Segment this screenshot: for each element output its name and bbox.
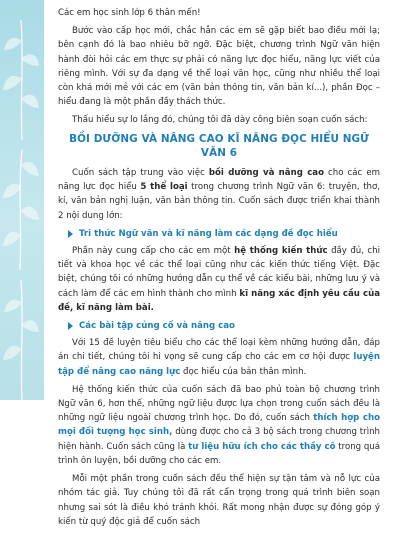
leaf-decoration-icon <box>2 20 40 140</box>
coverage-paragraph: Hệ thống kiến thức của cuốn sách đã bao phủ toàn bộ chương trình Ngữ văn 6, hơn thế, những ngữ liệu được lựa chọn trong cuốn sách đều là những ngữ liệu ngoài chương trình học. Do đó, cuốn sách thích hợp cho mọi đối tượng học sinh, dùng được cho cả 3 bộ sách trong chương trình hiện hành. Cuốn sách cũng là tư liệu hữu ích cho các thầy cô trong quá trình ôn luyện, bồi dưỡng cho các em. <box>58 384 381 466</box>
exercises-paragraph: Với 15 đề luyện tiêu biểu cho các thể loại kèm những hướng dẫn, đáp án chi tiết, chúng tôi hi vọng sẽ cung cấp cho các em cơ hội được luyện tập để nâng cao năng lực đọc hiểu của bản thân mình. <box>58 338 380 377</box>
closing-paragraph: Mỗi một phần trong cuốn sách đều thể hiện sự tận tâm và nỗ lực của nhóm tác giả. Tuy chúng tôi đã rất cẩn trọng trong quá trình biên soạn nhưng sai sót là điều khó tránh khỏi. Rất mong nhận được sự đóng góp ý kiến từ quý độc giả để cuốn sách <box>58 474 380 527</box>
triangle-bullet-icon <box>68 322 73 330</box>
section-heading-exercises: Các bài tập củng cố và nâng cao <box>58 319 380 333</box>
leaf-decoration-icon <box>2 150 40 270</box>
knowledge-paragraph: Phần này cung cấp cho các em một hệ thống kiến thức đầy đủ, chi tiết và khoa học về các thể loại cũng như các kiến thức tiếng Việt. Đặc biệt, chúng tôi có những hướng dẫn cụ thể về các kiểu bài, những lưu ý và cách làm để các em hình thành cho mình kĩ năng xác định yêu cầu của đề, kĩ năng làm bài. <box>58 246 380 313</box>
intro-paragraph: Bước vào cấp học mới, chắc hẳn các em sẽ gặp biết bao điều mới lạ; bên cạnh đó là bao nhiêu bỡ ngỡ. Đặc biệt, chương trình Ngữ văn hiện hành đòi hỏi các em thực sự phải có năng lực đọc hiểu, năng lực viết của riêng mình. Với sự đa dạng về thể loại văn học, cũng như nhiều thể loại còn khá mới mẻ với các em (văn bản thông tin, văn bản kí...), phần Đọc – hiểu đang là một phần đầy thách thức. <box>58 26 380 108</box>
book-title: BỒI DƯỠNG VÀ NÂNG CAO KĨ NĂNG ĐỌC HIỂU NGỮ VĂN 6 <box>69 132 369 159</box>
triangle-bullet-icon <box>68 230 73 238</box>
document-page <box>58 6 380 533</box>
greeting-paragraph: Các em học sinh lớp 6 thân mến! <box>58 8 201 18</box>
decorative-side-band <box>0 0 44 400</box>
focus-paragraph: Cuốn sách tập trung vào việc bồi dưỡng và nâng cao cho các em năng lực đọc hiểu 5 thể loại trong chương trình Ngữ văn 6: truyện, thơ, kí, văn bản nghị luận, văn bản thông tin. Cuốn sách được triển khai thành 2 nội dung lớn: <box>58 168 380 221</box>
section-heading-knowledge: Tri thức Ngữ văn và kĩ năng làm các dạng đề đọc hiểu <box>58 227 380 241</box>
leaf-decoration-icon <box>2 280 40 400</box>
lead-paragraph: Thấu hiểu sự lo lắng đó, chúng tôi đã dày công biên soạn cuốn sách: <box>72 115 368 126</box>
